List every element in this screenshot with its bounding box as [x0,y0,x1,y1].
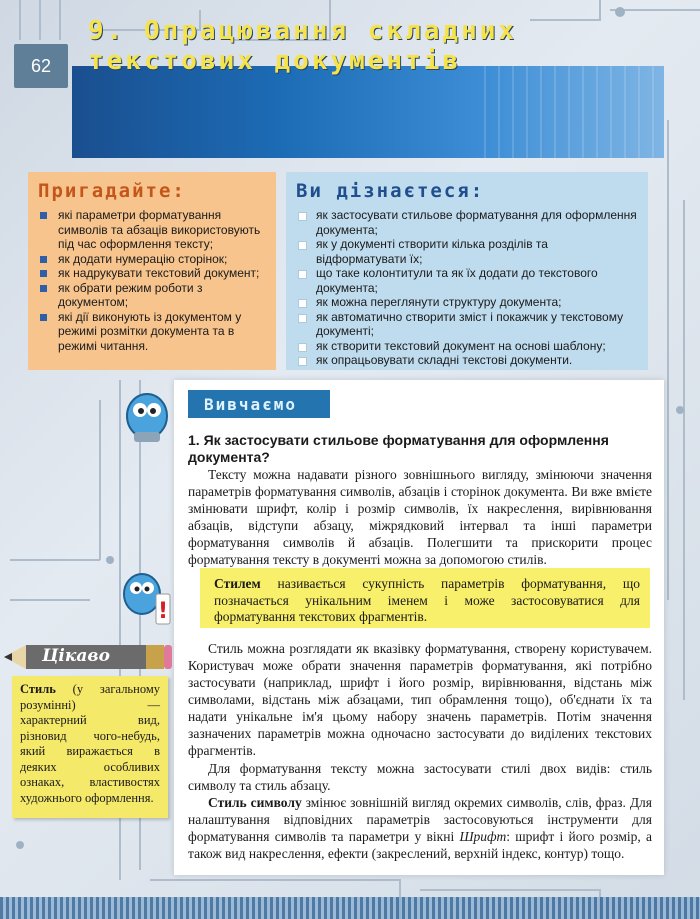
robot-icon [122,388,172,446]
learn-list [296,208,638,368]
paragraph-4-italic: Шрифт [459,829,507,844]
paragraph-2: Стиль можна розглядати як вказівку форматування, створену користувачем. Користувач може обрати значення параметрів форматування, які потрібно застосувати (наприклад, шрифт і його розмір, вирівнювання, відстань між символами, відстань між абзацами, тип обрамлення тощо), об'єднати їх та надати унікальне ім'я цьому набору значень параметрів. Потім значення зазначених параметрів можна одночасно застосувати до виділених текстових фрагментів. [188,641,652,758]
chapter-title-banner [72,66,664,158]
definition-box [200,568,650,628]
robot-alert-icon [120,568,172,630]
remember-heading: Пригадайте: [38,180,186,202]
list-item: які параметри форматування символів та абзаців використовують під час оформлення тексту; [38,208,266,252]
paragraph-1: Тексту можна надавати різного зовнішнього вигляду, змінюючи значення параметрів форматування символів, абзаців і сторінок документа. Ви вже вмієте змінювати шрифт, колір і розмір символів, їх накреслення, вирівнювання абзаців, відступи абзацу, міжрядковий інтервал та інші параметри форматування символів й абзаців. Полегшити та прискорити процес форматування тексту в документі можна за допомогою стилів. [188,467,652,567]
banner-stripes [484,66,664,158]
interesting-text: (у загальному розумінні) — характерний вид, різновид чого-небудь, який виражається в деяких особливих ознаках, властивостях художнього оформлення. [20,682,160,805]
paragraph-4-term: Стиль символу [208,795,302,810]
paragraph-4 [188,794,652,862]
chapter-title-line2: текстових документів [88,46,462,76]
chapter-title-line1: 9. Опрацювання складних [88,16,518,46]
paragraph-4-text-a: змінює зовнішній вигляд окремих символів, слів, фраз. Для налаштування відповідних параметрів застосовуються інструменти для форматування символів та параметри у вікні [188,795,652,844]
study-label: Вивчаємо [188,390,330,418]
remember-list [38,208,266,353]
interesting-term: Стиль [20,682,56,696]
section-number: 1. [188,432,200,448]
list-item: які дії виконують із документом у режимі розмітки документа та в режимі читання. [38,310,266,354]
chapter-title [88,16,608,76]
remember-box [28,172,276,370]
list-item: як можна переглянути структуру документа; [296,295,638,310]
list-item: як створити текстовий документ на основі шаблону; [296,339,638,354]
list-item: як у документі створити кілька розділів та відформатувати їх; [296,237,638,266]
list-item: як обрати режим роботи з документом; [38,281,266,310]
list-item: як опрацьовувати складні текстові документи. [296,353,638,368]
list-item: як додати нумерацію сторінок; [38,252,266,267]
interesting-label: Цікаво [42,646,110,666]
paragraph-4-text-b: : шрифт і його розмір, а також вид накреслення, ефекти (закреслений, верхній індекс, контур) тощо. [188,829,652,861]
section-title [188,432,648,466]
list-item: як застосувати стильове форматування для оформлення документа; [296,208,638,237]
list-item: що таке колонтитули та як їх додати до текстового документа; [296,266,638,295]
definition-term: Стилем [214,576,261,591]
list-item: як надрукувати текстовий документ; [38,266,266,281]
list-item: як автоматично створити зміст і покажчик у текстовому документі; [296,310,638,339]
bottom-decoration [0,897,700,919]
interesting-note [12,676,168,818]
section-title-text: Як застосувати стильове форматування для оформлення документа? [188,432,609,465]
learn-heading: Ви дізнаєтеся: [296,180,485,202]
learn-box [286,172,648,370]
page-number: 62 [14,44,68,88]
definition-text: називається сукупність параметрів форматування, що позначається унікальним іменем і може застосовуватися для форматування текстових фрагментів. [214,576,640,624]
paragraph-3: Для форматування тексту можна застосувати стилі двох видів: стиль символу та стиль абзацу. [188,761,652,793]
svg-text:!: ! [157,599,169,624]
